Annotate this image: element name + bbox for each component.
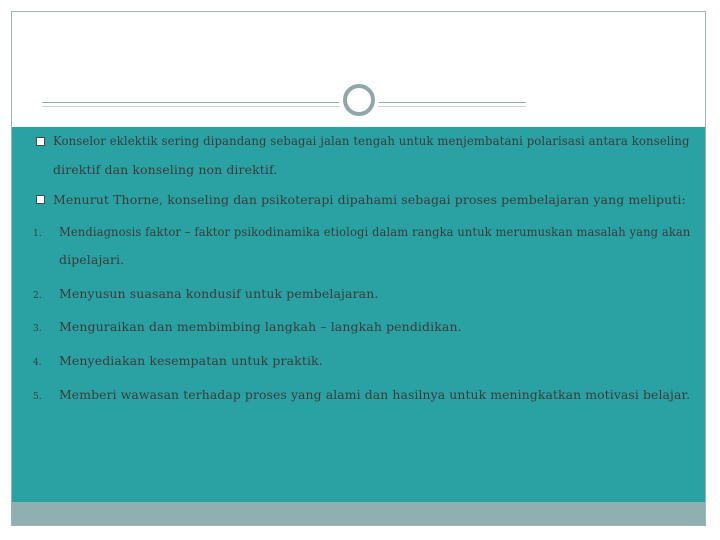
- list-number: 3.: [33, 324, 42, 334]
- square-bullet-icon: [36, 137, 45, 146]
- numbered-item-4: Menyediakan kesempatan untuk praktik.: [59, 353, 323, 368]
- header-divider: [42, 102, 526, 103]
- list-number: 1.: [33, 229, 42, 239]
- bullet-1-line-2: direktif dan konseling non direktif.: [53, 162, 278, 177]
- bullet-2-line-1: Menurut Thorne, konseling dan psikoterapi dipahami sebagai proses pembelajaran yang meliputi:: [53, 192, 686, 207]
- list-number: 5.: [33, 392, 42, 402]
- list-number: 4.: [33, 358, 42, 368]
- footer-bar: [12, 502, 705, 525]
- numbered-item-3: Menguraikan dan membimbing langkah – langkah pendidikan.: [59, 319, 462, 334]
- list-number: 2.: [33, 291, 42, 301]
- numbered-item-2: Menyusun suasana kondusif untuk pembelajaran.: [59, 286, 379, 301]
- numbered-item-1-line-2: dipelajari.: [59, 252, 125, 267]
- content-panel: [12, 127, 705, 502]
- ring-icon: [343, 84, 375, 116]
- circle-ornament: [339, 80, 379, 120]
- numbered-item-5: Memberi wawasan terhadap proses yang alami dan hasilnya untuk meningkatkan motivasi belajar.: [59, 387, 691, 402]
- numbered-item-1-line-1: Mendiagnosis faktor – faktor psikodinamika etiologi dalam rangka untuk merumuskan masalah yang akan: [59, 224, 691, 239]
- bullet-1-line-1: Konselor eklektik sering dipandang sebagai jalan tengah untuk menjembatani polarisasi antara konseling: [53, 133, 690, 148]
- square-bullet-icon: [36, 195, 45, 204]
- header-divider-secondary: [42, 106, 526, 107]
